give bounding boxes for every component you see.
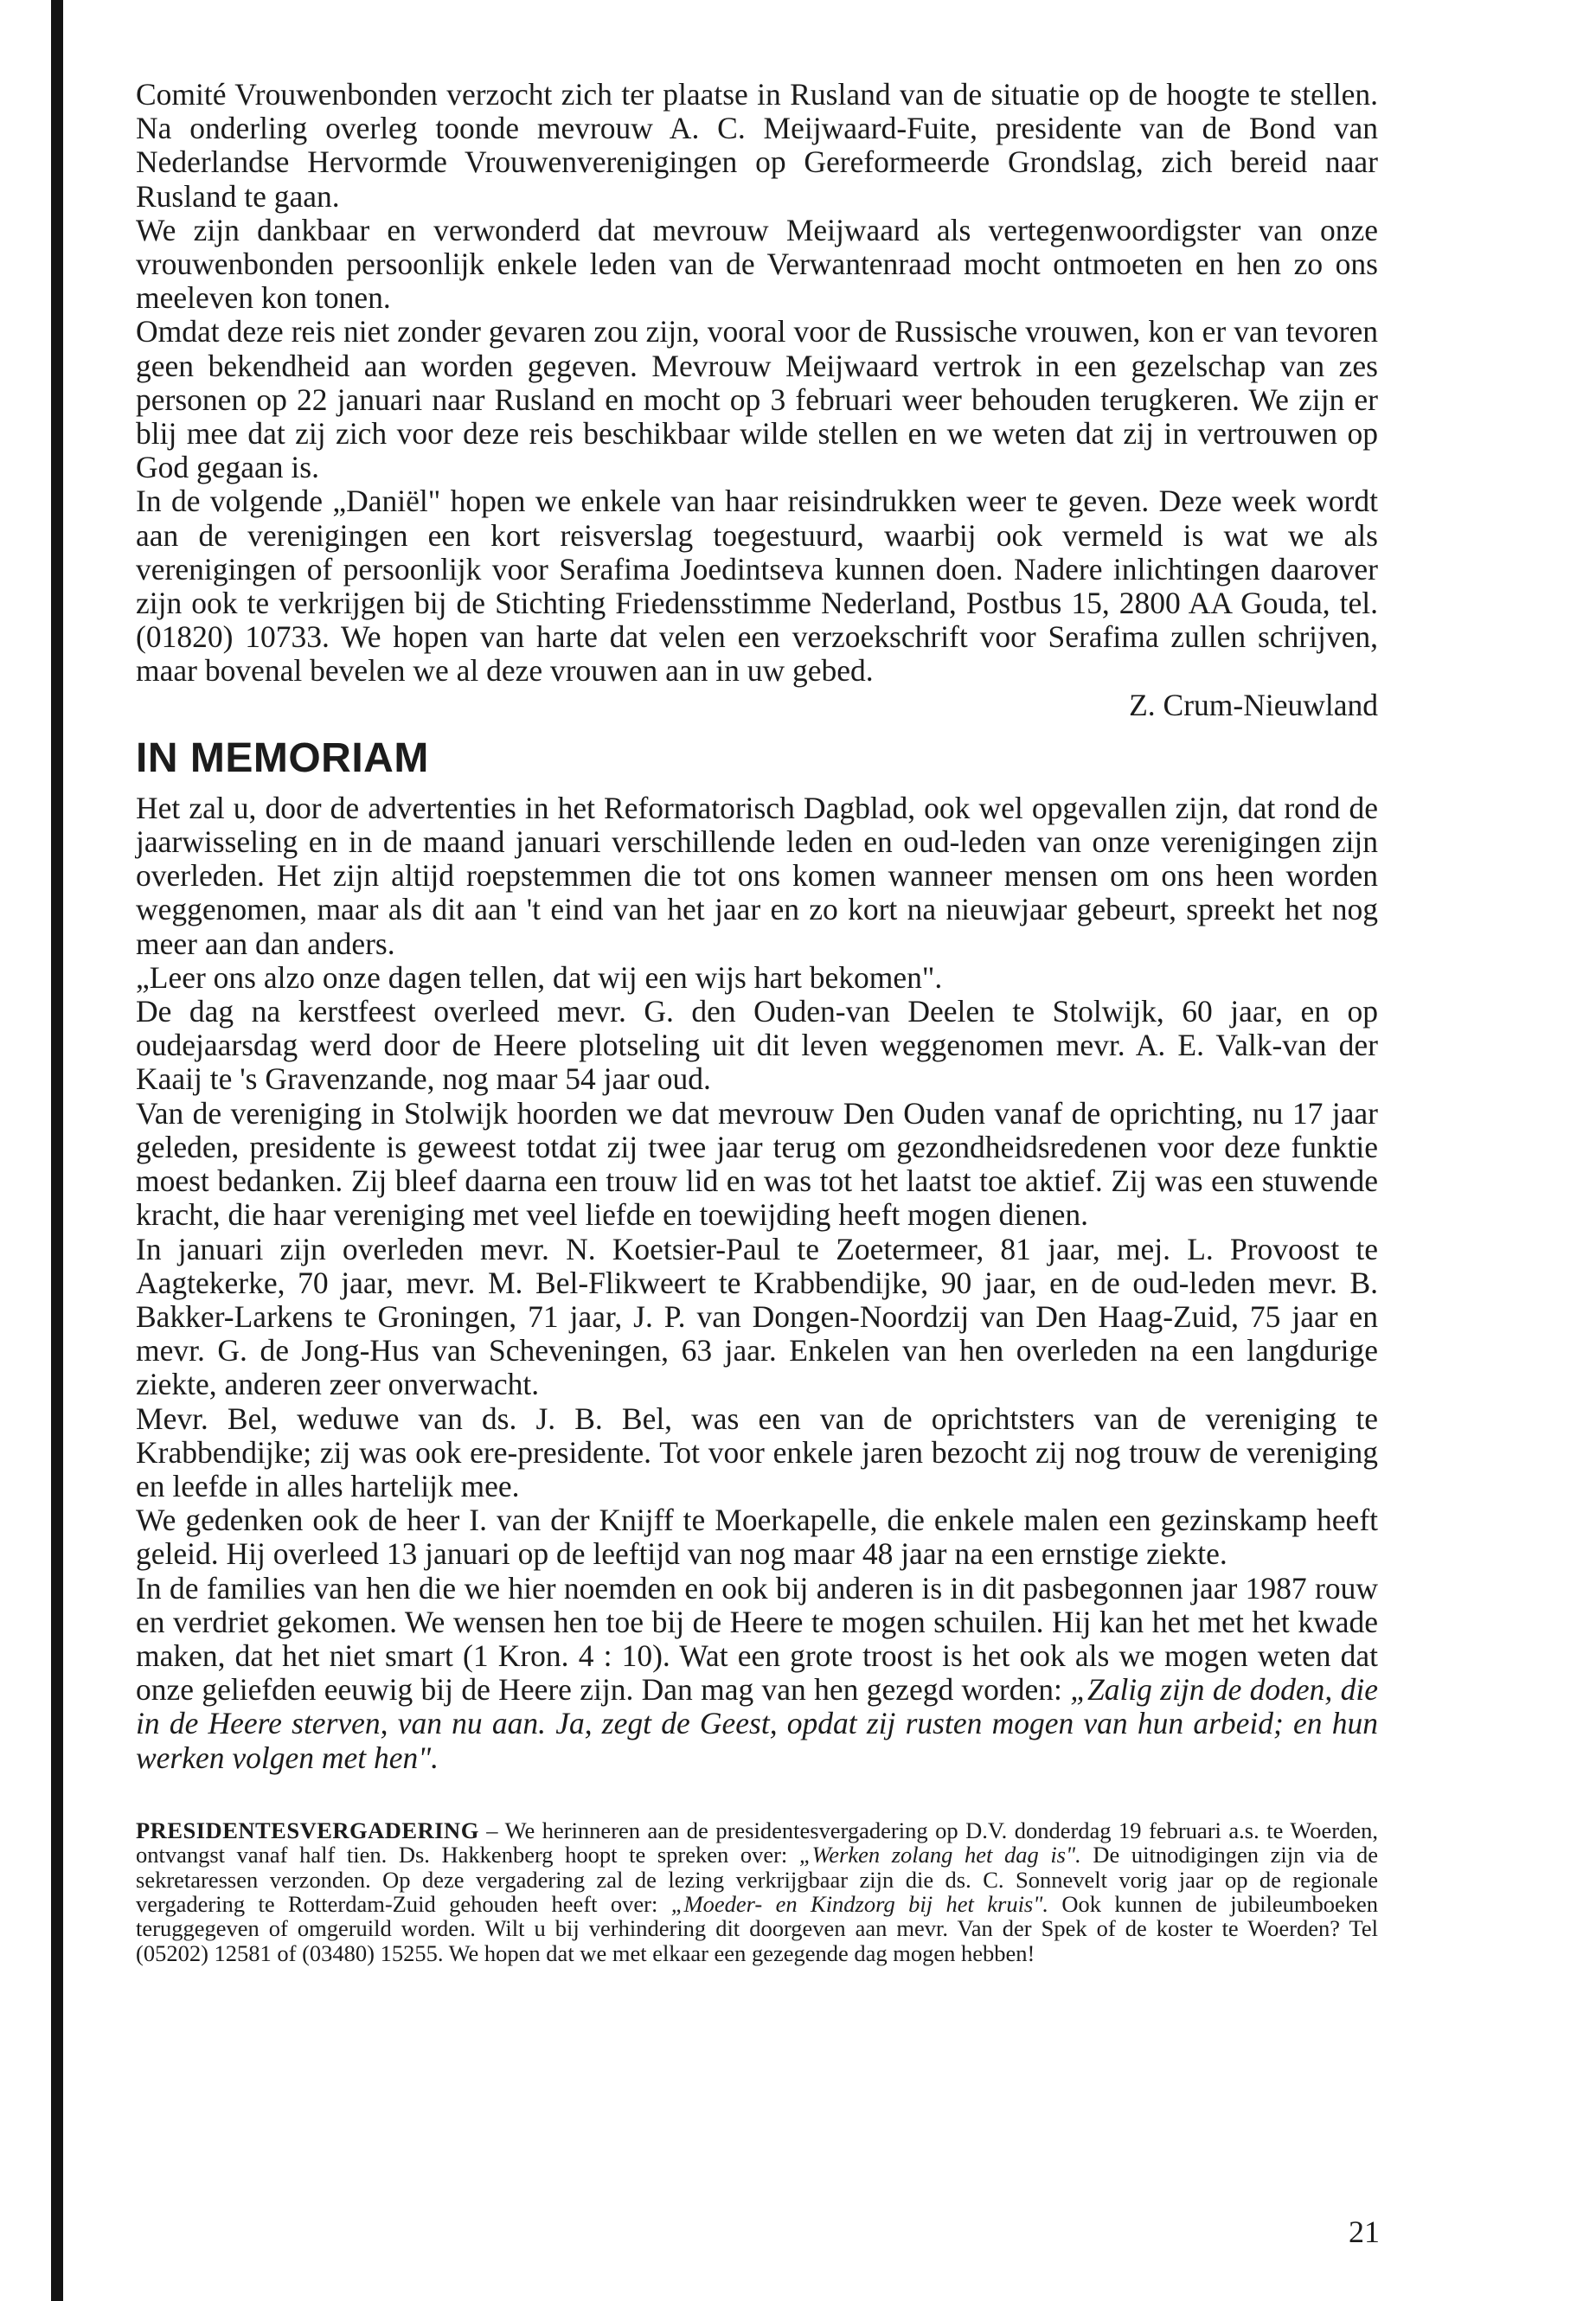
memoriam-section <box>136 734 1378 1775</box>
notice-text: De uitnodigingen zijn via de sekretaressen verzonden. Op deze vergadering zal de lezing verkrijgbaar zijn die ds. C. Sonnevelt vorig jaar op de regionale vergadering te Rotterdam-Zuid gehouden heeft over: <box>136 1842 1378 1917</box>
author-signature: Z. Crum-Nieuwland <box>1129 687 1378 722</box>
paragraph: Het zal u, door de advertenties in het Reformatorisch Dagblad, ook wel opgevallen zijn, dat rond de jaarwisseling en in de maand januari verschillende leden en oud-leden van onze verenigingen zijn overleden. Het zijn altijd roepstemmen die tot ons komen wanneer mensen om ons heen worden weggenomen, maar als dit aan 't eind van het jaar en zo kort na nieuwjaar gebeurt, spreekt het nog meer aan dan anders. <box>136 790 1378 961</box>
meeting-notice <box>136 1818 1378 1965</box>
notice-italic-title: „Moeder- en Kindzorg bij het kruis". <box>670 1890 1048 1917</box>
notice-text: – We herinneren aan de presidentesvergadering op D.V. donderdag 19 februari a.s. te Woerden, ontvangst vanaf half tien. Ds. Hakkenberg hoopt te spreken over: <box>136 1817 1378 1868</box>
page-content <box>136 78 1378 1965</box>
page-number: 21 <box>1349 2214 1380 2249</box>
paragraph: Comité Vrouwenbonden verzocht zich ter plaatse in Rusland van de situatie op de hoogte te stellen. Na onderling overleg toonde mevrouw A. C. Meijwaard-Fuite, presidente van de Bond van Nederlandse Hervormde Vrouwenverenigingen op Gereformeerde Grondslag, zich bereid naar Rusland te gaan. <box>136 77 1378 214</box>
closing-paragraph <box>136 1572 1378 1775</box>
notice-italic-title: „Werken zolang het dag is". <box>798 1842 1081 1868</box>
bible-quote: „Leer ons alzo onze dagen tellen, dat wij een wijs hart bekomen". <box>136 959 943 995</box>
notice-text: Ook kunnen de jubileumboeken teruggegeven of omgeruild worden. Wilt u bij verhindering dit doorgeven aan mevr. Van der Spek of de koster te Woerden? Tel (05202) 12581 of (03480) 15255. We hopen dat we met elkaar een gezegende dag mogen hebben! <box>136 1890 1378 1966</box>
paragraph: Omdat deze reis niet zonder gevaren zou zijn, vooral voor de Russische vrouwen, kon er van tevoren geen bekendheid aan worden gegeven. Mevrouw Meijwaard vertrok in een gezelschap van zes personen op 22 januari naar Rusland en mocht op 3 februari weer behouden terugkeren. We zijn er blij mee dat zij zich voor deze reis beschikbaar wilde stellen en we weten dat zij in vertrouwen op God gegaan is. <box>136 314 1378 485</box>
closing-quote: „Zalig zijn de doden, die in de Heere sterven, van nu aan. Ja, zegt de Geest, opdat zij rusten mogen van hun arbeid; en hun werken volgen met hen". <box>136 1672 1378 1775</box>
paragraph: In de volgende „Daniël" hopen we enkele van haar reisindrukken weer te geven. Deze week wordt aan de verenigingen een kort reisverslag toegestuurd, waarbij ook vermeld is wat we als verenigingen of persoonlijk voor Serafima Joedintseva kunnen doen. Nadere inlichtingen daarover zijn ook te verkrijgen bij de Stichting Friedensstimme Nederland, Postbus 15, 2800 AA Gouda, tel. (01820) 10733. We hopen van harte dat velen een verzoekschrift voor Serafima zullen schrijven, maar bovenal bevelen we al deze vrouwen aan in uw gebed. <box>136 484 1378 689</box>
paragraph: We zijn dankbaar en verwonderd dat mevrouw Meijwaard als vertegenwoordigster van onze vrouwenbonden persoonlijk enkele leden van de Verwantenraad mocht ontmoeten en hen zo ons meeleven kon tonen. <box>136 212 1378 316</box>
section-heading: IN MEMORIAM <box>136 734 429 781</box>
paragraph: We gedenken ook de heer I. van der Knijff te Moerkapelle, die enkele malen een gezinskamp heeft geleid. Hij overleed 13 januari op de leeftijd van nog maar 48 jaar na een ernstige ziekte. <box>136 1503 1378 1572</box>
closing-text: In de families van hen die we hier noemden en ook bij anderen is in dit pasbegonnen jaar 1987 rouw en verdriet gekomen. We wensen hen toe bij de Heere te mogen schuilen. Hij kan het met het kwade maken, dat het niet smart (1 Kron. 4 : 10). Wat een grote troost is het ook als we mogen weten dat onze geliefden eeuwig bij de Heere zijn. Dan mag van hen gezegd worden: <box>136 1570 1378 1708</box>
paragraph: Mevr. Bel, weduwe van ds. J. B. Bel, was een van de oprichtsters van de vereniging te Krabbendijke; zij was ook ere-presidente. Tot voor enkele jaren bezocht zij nog trouw de vereniging en leefde in alles hartelijk mee. <box>136 1400 1378 1503</box>
paragraph: De dag na kerstfeest overleed mevr. G. den Ouden-van Deelen te Stolwijk, 60 jaar, en op oudejaarsdag werd door de Heere plotseling uit dit leven weggenomen mevr. A. E. Valk-van der Kaaij te 's Gravenzande, nog maar 54 jaar oud. <box>136 994 1378 1097</box>
paragraph: In januari zijn overleden mevr. N. Koetsier-Paul te Zoetermeer, 81 jaar, mej. L. Provoost te Aagtekerke, 70 jaar, mevr. M. Bel-Flikweert te Krabbendijke, 90 jaar, en de oud-leden mevr. B. Bakker-Larkens te Groningen, 71 jaar, J. P. van Dongen-Noordzij van Den Haag-Zuid, 75 jaar en mevr. G. de Jong-Hus van Scheveningen, 63 jaar. Enkelen van hen overleden na een langdurige ziekte, anderen zeer onverwacht. <box>136 1231 1378 1402</box>
article-top <box>136 78 1378 722</box>
binding-edge <box>51 0 63 2301</box>
paragraph: Van de vereniging in Stolwijk hoorden we dat mevrouw Den Ouden vanaf de oprichting, nu 17 jaar geleden, presidente is geweest totdat zij twee jaar terug om gezondheidsredenen voor deze funktie moest bedanken. Zij bleef daarna een trouw lid en was tot het laatst toe aktief. Zij was een stuwende kracht, die haar vereniging met veel liefde en toewijding heeft mogen dienen. <box>136 1095 1378 1233</box>
notice-title: PRESIDENTESVERGADERING <box>136 1817 479 1843</box>
